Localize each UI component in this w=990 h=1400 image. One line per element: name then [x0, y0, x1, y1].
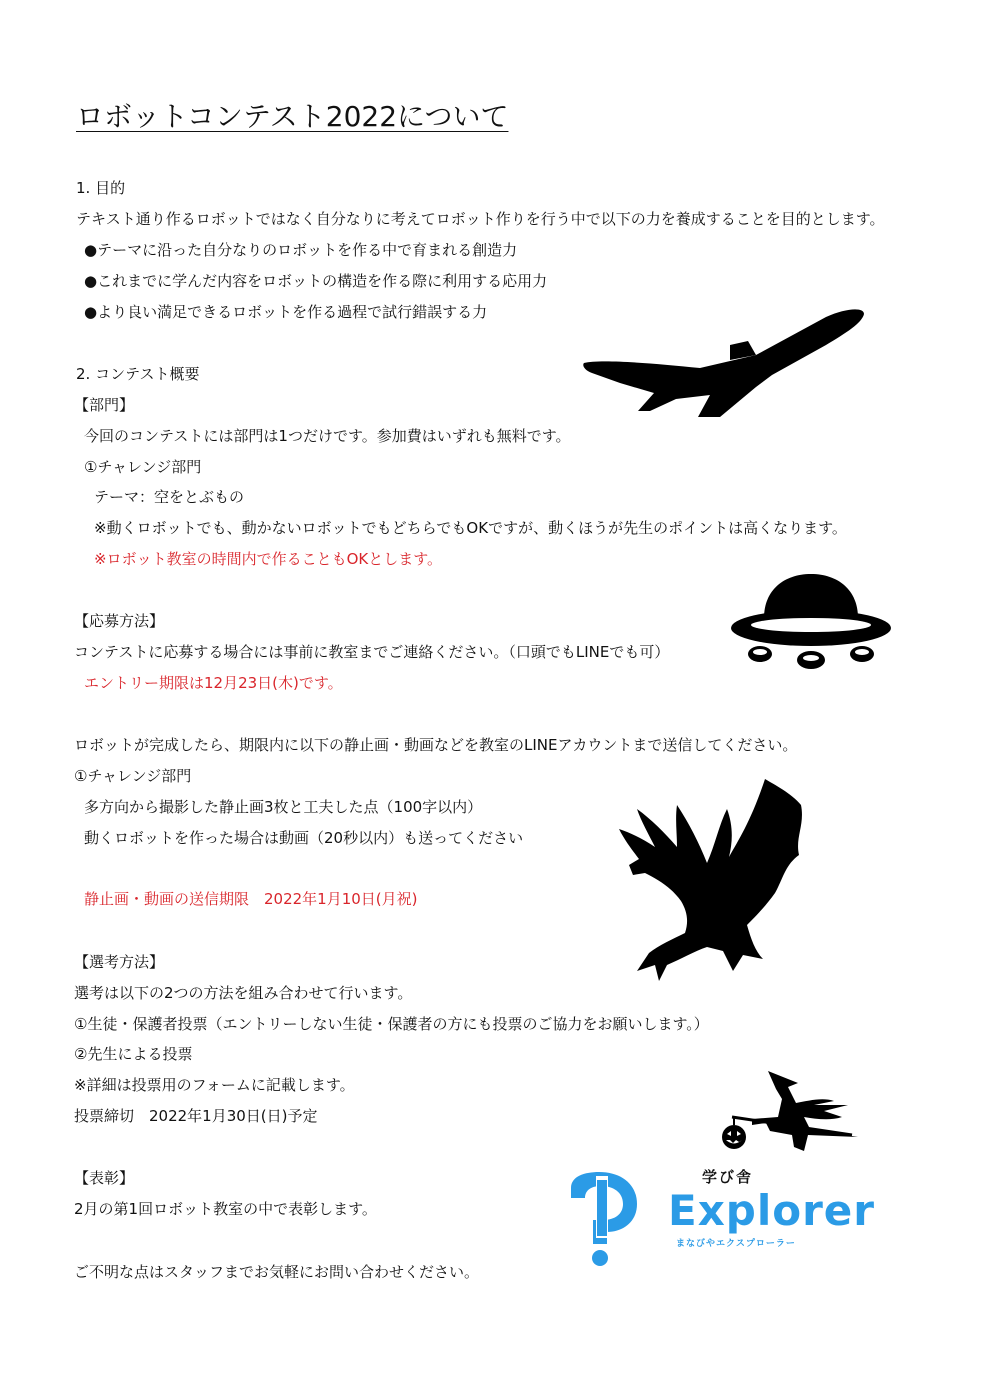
purpose-bullet-2: ●これまでに学んだ内容をロボットの構造を作る際に利用する応用力	[84, 272, 548, 290]
overview-heading: 2. コンテスト概要	[76, 365, 200, 383]
division-note-red: ※ロボット教室の時間内で作ることもOKとします。	[94, 550, 443, 568]
page-title: ロボットコンテスト2022について	[76, 100, 509, 133]
division-theme: テーマ：空をとぶもの	[94, 488, 245, 506]
purpose-bullet-3: ●より良い満足できるロボットを作る過程で試行錯誤する力	[84, 303, 488, 321]
purpose-heading: 1. 目的	[76, 179, 126, 197]
submit-text: ロボットが完成したら、期限内に以下の静止画・動画などを教室のLINEアカウントまで送信してください。	[74, 736, 798, 754]
selection-method-2: ②先生による投票	[74, 1045, 193, 1063]
submit-video: 動くロボットを作った場合は動画（20秒以内）も送ってください	[84, 829, 524, 847]
vote-deadline: 投票締切 2022年1月30日(日)予定	[74, 1107, 318, 1125]
witch-silhouette	[712, 1065, 862, 1165]
apply-text: コンテストに応募する場合には事前に教室までご連絡ください。（口頭でもLINEでも可）	[74, 643, 670, 661]
selection-method-1: ①生徒・保護者投票（エントリーしない生徒・保護者の方にも投票のご協力をお願いします。）	[74, 1015, 709, 1033]
apply-label: 【応募方法】	[74, 612, 165, 630]
submit-item: ①チャレンジ部門	[74, 767, 192, 785]
logo-subtitle: まなびやエクスプローラー	[676, 1239, 796, 1249]
selection-label: 【選考方法】	[74, 953, 165, 971]
purpose-bullet-1: ●テーマに沿った自分なりのロボットを作る中で育まれる創造力	[84, 241, 518, 259]
question-mark-logo-icon	[563, 1170, 643, 1270]
airplane-silhouette	[580, 305, 870, 425]
purpose-intro: テキスト通り作るロボットではなく自分なりに考えてロボット作りを行う中で以下の力を養成することを目的とします。	[76, 210, 885, 228]
division-label: 【部門】	[74, 396, 135, 414]
award-label: 【表彰】	[74, 1169, 135, 1187]
submit-photo: 多方向から撮影した静止画3枚と工夫した点（100字以内）	[84, 798, 483, 816]
division-note: ※動くロボットでも、動かないロボットでもどちらでもOKですが、動くほうが先生のポイントは高くなります。	[94, 519, 847, 537]
entry-deadline: エントリー期限は12月23日(木)です。	[84, 674, 343, 692]
eagle-silhouette	[615, 775, 810, 985]
ufo-silhouette	[730, 570, 892, 672]
closing-text: ご不明な点はスタッフまでお気軽にお問い合わせください。	[74, 1263, 480, 1281]
logo-top-text: 学び舎	[702, 1168, 754, 1186]
send-deadline: 静止画・動画の送信期限 2022年1月10日(月祝)	[84, 890, 418, 908]
division-text: 今回のコンテストには部門は1つだけです。参加費はいずれも無料です。	[84, 427, 571, 445]
award-text: 2月の第1回ロボット教室の中で表彰します。	[74, 1200, 377, 1218]
division-item: ①チャレンジ部門	[84, 458, 202, 476]
logo-name: Explorer	[668, 1186, 876, 1235]
selection-text: 選考は以下の2つの方法を組み合わせて行います。	[74, 984, 413, 1002]
selection-note: ※詳細は投票用のフォームに記載します。	[74, 1076, 355, 1094]
